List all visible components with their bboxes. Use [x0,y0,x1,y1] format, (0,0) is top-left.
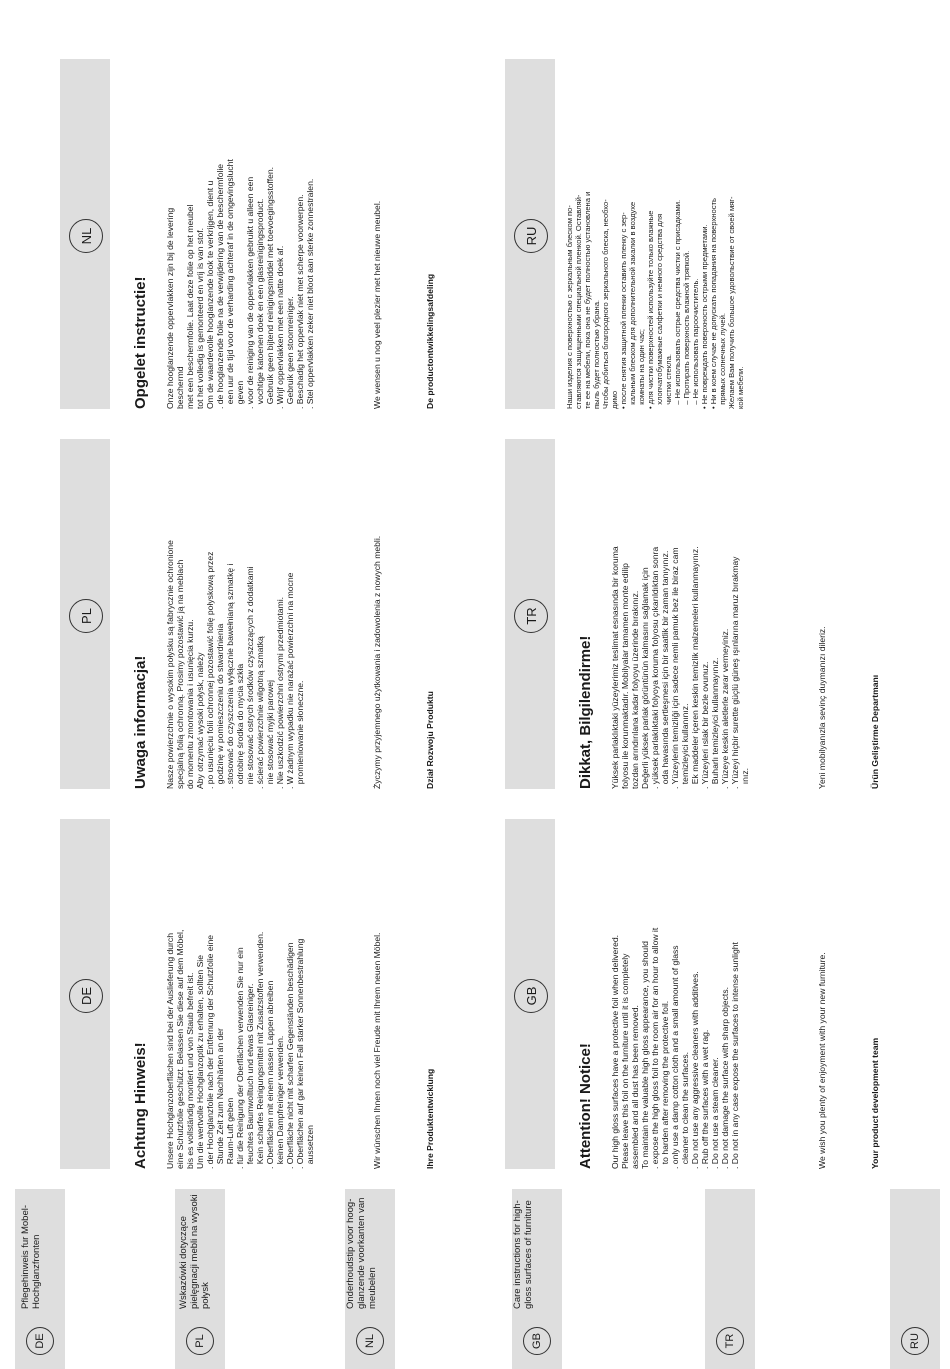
body-line: Raum-Luft geben [225,1097,235,1169]
body-line: . Do not in any case expose the surfaces to intense sunlight [730,942,740,1169]
body-line: een uur de tijd voor de verharding achteraf in de omgevingslucht [225,159,235,409]
body-line: bis es vollständig montiert und von Staub befreit ist. [185,972,195,1169]
body-line: folyosu ile korunmaktadır. Mobilyalar tamamen monte edilip [620,563,630,789]
panel-body-de [165,819,315,1169]
body-line: Ek maddeler içeren keskin temizlik malzemeleri kullanmayınız. [690,546,700,789]
panel-header-nl [60,59,110,409]
body-line: geven [235,380,245,409]
body-line: vochtige katoenen doek en een glasreinigingsproduct. [255,198,265,409]
badge-pl: PL [186,1327,214,1355]
index-title-pl: Wskazówki dotyczące pielęgnacji mebli na wysoki połysk [178,1194,211,1309]
body-line: tot het volledig is gemonteerd en vrij is van stof. [195,227,205,409]
index-row-ru [890,1189,940,1369]
panel-header-pl [60,439,110,789]
panel-title-nl: Opgelet instructie! [132,276,149,409]
body-line: Stunde Zeit zum Nachhärten an der [215,1028,225,1169]
body-line: cleaner to clean the surfaces. [680,1051,690,1169]
panel-header-de [60,819,110,1169]
body-line: димо [610,390,619,409]
badge-nl-large: NL [69,219,103,253]
panel-sign-pl: Dział Rozwoju Produktu [425,691,435,789]
body-line: • Ни в коем случае не допускать попадания на поверхность [709,198,718,409]
panel-wish-pl: Życzymy przyjemnego użytkowania i zadowolenia z nowych mebli. [372,535,382,789]
index-title-gb: Care instructions for high- gloss surfaces of furniture [512,1200,534,1309]
body-line: . yüksek parlaklıktaki folyoya koruma folyosu çıkarıldıktan sonra [650,546,660,789]
body-line: Aby otrzymać wysoki połysk, należy [195,652,205,789]
body-line: . Yüzeyleri ıslak bir bezle ovunuz. [700,661,710,789]
badge-nl: NL [356,1327,384,1355]
panel-body-nl [165,59,315,409]
panel-wish-nl: We wensen u nog veel plezier met het nieuwe meubel. [372,200,382,409]
badge-tr: TR [716,1327,744,1355]
index-row-tr [705,1189,755,1369]
badge-tr-large: TR [514,599,548,633]
body-line: . Oberfläche nicht mit scharfen Gegenständen beschädigen [285,942,295,1169]
body-line: . Oberflächen auf gar keinen Fall starker Sonnenbestrahlung [295,938,305,1169]
panel-header-ru [505,59,555,409]
badge-gb: GB [523,1327,551,1355]
panel-sign-de: Ihre Produktentwicklung [425,1068,435,1169]
badge-de-large: DE [69,979,103,1013]
panel-body-tr [610,439,750,789]
body-line: . expose the high gloss foil to the room air for an hour to allow it [650,927,660,1169]
body-line: to harden after removing the protective foil. [660,1000,670,1169]
body-line: assembled and all dust has been removed. [630,1005,640,1169]
panel-title-pl: Uwaga informacja! [132,655,149,789]
panel-title-tr: Dikkat, Bilgilendirme! [577,635,594,789]
body-line: чистки стекла. [664,354,673,409]
panel-title-de: Achtung Hinweis! [132,1042,149,1169]
body-line: Please leave this foil on the furniture until it is completely [620,953,630,1169]
panel-wish-gb: We wish you plenty of enjoyment with your new furniture. [817,952,827,1169]
body-line: Değerli yüksek parlak görüntünün kalmasını sağlamak için [640,567,650,789]
body-line: keinen Dampfreiniger verwenden. [275,1035,285,1169]
body-line: . für die Reinigung der Oberflächen verwenden Sie nur ein [235,947,245,1169]
panel-sign-nl: De productontwikkelingsafdeling [425,273,435,409]
body-line: Наши изделия с поверхностью с зеркальным блеском по- [565,205,574,409]
badge-ru: RU [901,1327,929,1355]
body-line: . Stel oppervlakken zeker niet bloot aan sterke zonnestralen. [305,178,315,409]
body-line: promieniowanie słoneczne. [295,680,305,789]
body-line: прямых солнечных лучей. [718,313,727,409]
body-line: . Do not damage the surface with sharp objects. [720,986,730,1169]
body-line: кой мебели. [736,366,745,409]
body-line: . po usunięciu folii ochronnej pozostawić folię połyskową przez [205,551,215,789]
panel-body-gb [610,819,740,1169]
body-line: . stosować do czyszczenia wyłącznie bawełnianą szmatkę i [225,563,235,789]
badge-pl-large: PL [69,599,103,633]
body-line: oda havasında sertleşmesi için bir saatlik bir zaman tanıyınız. [660,550,670,789]
body-line: • Не повреждать поверхность острыми предметами. [700,224,709,409]
body-line: . Beschadig het oppervlak niet met scherpe voorwerpen. [295,194,305,409]
body-line: nie stosować ostrych środków czyszczących z dodatkami [245,566,255,789]
body-line: те ее на мебели, пока она не будет полностью установлена и [583,191,592,409]
body-line: ınız. [740,767,750,789]
body-line: do momentu zmontowania i usunięcia kurzu. [185,619,195,789]
panel-header-gb [505,819,555,1169]
body-line: Om de waardevolle hooglanzende look te verkrijgen, dient u [205,180,215,409]
body-line: . voor de reiniging van de oppervlakken gebruikt u alleen een [245,176,255,409]
index-title-nl: Onderhoudstip voor hoog- glanzende voorkanten van meubelen [345,1197,378,1309]
body-line: хлопчатобумажные салфетки и немного средства для [655,213,664,409]
body-line: пыль будет полностью убрана. [592,299,601,409]
body-line: Nasze powierzchnie o wysokim połysku są fabrycznie ochronione [165,540,175,789]
body-line: Gebruik geen bijtend reinigingsmiddel met toevoegingsstoffen. [265,166,275,409]
panel-wish-tr: Yeni mobilyanızla sevinç duymanızı dileriz. [817,626,827,789]
panel-body-ru [565,59,745,409]
body-line: . de hooglanzende folie na de verwijdering van de beschermfolie [215,163,225,409]
body-line: • для чистки поверхностей используйте только влажные [646,210,655,409]
panel-header-tr [505,439,555,789]
body-line: . Yüzeye keskin aletlerle zarar vermeyiniz. [720,628,730,789]
body-line: . Wrijf oppervlakken met een natte doek af. [275,245,285,409]
body-line: odrobinę środka do mycia szkła [235,663,245,789]
body-line: – Не использовать острые средства чистки с присадками. [673,199,682,409]
index-title-de: Pflegehinweis fur Mobel-Hochglanzfronten [20,1204,42,1309]
body-line: temizleyici kullanınız. [680,703,690,789]
body-line: ставляются защищенными специальной пленкой. Оставляй- [574,194,583,409]
body-line: – Протирать поверхность влажной тряпкой. [682,250,691,409]
body-line: . ścierać powierzchnie wilgotną szmatką [255,636,265,789]
panel-sign-gb: Your product development team [870,1037,880,1169]
body-line: – Не использовать пароочиститель. [691,278,700,409]
body-line: To maintain the valuable high gloss appearance, you should [640,941,650,1169]
body-line: • после снятия защитной пленки оставить пленку с зер- [619,212,628,409]
body-line: Um die wertvolle Hochglanzoptik zu erhalten, sollten Sie [195,955,205,1169]
body-line: beschermd [175,366,185,409]
panel-wish-de: Wir wünschen Ihnen noch viel Freude mit Ihrem neuen Möbel. [372,932,382,1169]
body-line: specjalną folią ochronną. Prosimy pozostawić ją na meblach [175,559,185,789]
body-line: комнаты на один час; [637,328,646,409]
body-line: . Yüzeyi hiçbir surette güçlü güneş ışınlarına maruz bırakmay [730,556,740,789]
language-index [0,1189,950,1369]
body-line: . Nie uszkodzić powierzchni ostrymi przedmiotami. [275,597,285,789]
body-line: Onze hooglanzende oppervlakken zijn bij de levering [165,207,175,409]
body-line: nie stosować myjki parowej [265,680,275,789]
panel-title-gb: Attention! Notice! [577,1043,594,1169]
body-line: Gebruik geen stoomreiniger. [285,296,295,409]
body-line: Our high gloss surfaces have a protective foil when delivered. [610,934,620,1169]
body-line: . Rub off the surfaces with a wet rag. [700,1029,710,1169]
body-line: . only use a damp cotton cloth and a small amount of glass [670,945,680,1169]
body-line: . der Hochglanzfolie nach der Entfernung der Schutzfolie eine [205,934,215,1169]
body-line: Kein scharfes Reinigungsmittel mit Zusatzstoffen verwenden. [255,931,265,1169]
body-line: Buharlı temizleyici kullanmayınız. [710,657,720,789]
body-line: aussetzen [305,1125,315,1169]
body-line: . Do not use any aggressive cleaners with additives. [690,971,700,1169]
body-line: Чтобы добиться благородного зеркального блеска, необхо- [601,199,610,409]
body-line: eine Schutzfolie geschützt. Belassen Sie diese auf dem Möbel, [175,929,185,1169]
body-line: tozdan arındırılana kadar folyoyu üzerinde bırakınız. [630,590,640,789]
body-line: кальным блеском для дополнительной закалки в воздухе [628,201,637,409]
body-line: . Oberflächen mit einem nassen Lappen abreiben [265,980,275,1169]
badge-de: DE [26,1327,54,1355]
body-line: . W żadnym wypadku nie narażać powierzchni na mocne [285,572,295,789]
body-line: Yüksek parlaklıktaki yüzeylerimiz teslimat esnasında bir koruma [610,546,620,789]
body-line: godzinę w pomieszczeniu do stwardnienia [215,623,225,789]
body-line: . Do not use a steam cleaner. [710,1057,720,1169]
body-line: Unsere Hochglanzoberflächen sind bei der Auslieferung durch [165,933,175,1169]
panel-sign-tr: Ürün Geliştirme Departmanı [870,674,880,789]
body-line: met een beschermfolie. Laat deze folie op het meubel [185,204,195,409]
body-line: Желаем Вам получить большое удовольствие от своей мяг- [727,196,736,409]
badge-gb-large: GB [514,979,548,1013]
body-line: . Yüzeylerin temizliği için sadece nemli pamuk bez ile biraz cam [670,547,680,789]
badge-ru-large: RU [514,219,548,253]
panel-body-pl [165,439,305,789]
body-line: feuchtes Baumwolltuch und etwas Glasreiniger. [245,983,255,1169]
